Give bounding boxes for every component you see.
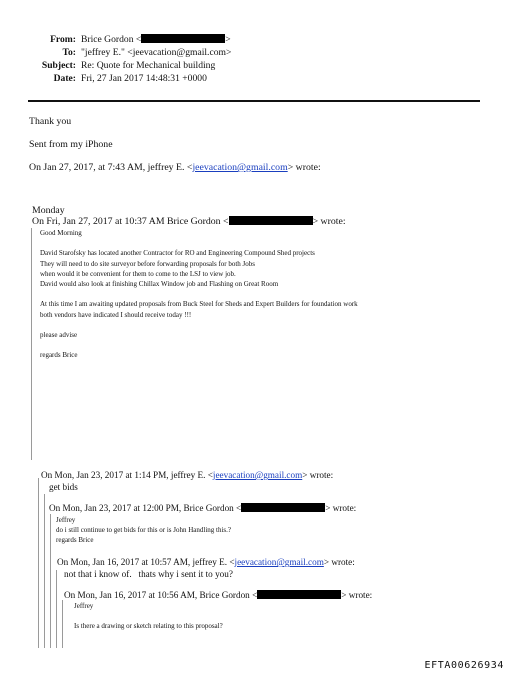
attr-suffix: > wrote:	[287, 162, 321, 173]
body-line: Jeffrey	[74, 602, 94, 610]
quote4-attribution	[49, 503, 356, 514]
quote1-attribution	[29, 162, 321, 174]
attr-prefix: On Mon, Jan 23, 2017 at 12:00 PM, Brice Gordon <	[49, 503, 242, 513]
from-value	[81, 34, 231, 46]
attr-suffix: > wrote:	[325, 503, 357, 513]
from-label: From:	[50, 34, 76, 45]
body-line: Jeffrey	[56, 516, 76, 524]
body-line	[40, 289, 358, 299]
body-line	[74, 611, 223, 621]
redaction-bar	[241, 503, 325, 512]
attr-prefix: On Fri, Jan 27, 2017 at 10:37 AM Brice Gordon <	[32, 216, 229, 227]
body-line: At this time I am awaiting updated proposals from Buck Steel for Sheds and Expert Builders for foundation work	[40, 300, 358, 309]
quote-bar	[56, 570, 57, 648]
email-link[interactable]: jeevacation@gmail.com	[234, 557, 324, 567]
attr-suffix: > wrote:	[312, 216, 346, 227]
header-divider	[28, 100, 480, 102]
body-line	[40, 238, 358, 248]
quote5-attribution	[57, 557, 355, 568]
body-line: Good Morning	[40, 229, 82, 237]
email-link[interactable]: jeevacation@gmail.com	[192, 162, 288, 173]
attr-suffix: > wrote:	[341, 590, 373, 600]
quote-bar	[62, 600, 63, 648]
attr-prefix: On Mon, Jan 23, 2017 at 1:14 PM, jeffrey E. <	[41, 470, 213, 480]
attr-suffix: > wrote:	[323, 557, 355, 567]
quote-bar	[38, 478, 39, 648]
quote6-body	[74, 601, 223, 632]
attr-prefix: On Mon, Jan 16, 2017 at 10:57 AM, jeffrey E. <	[57, 557, 235, 567]
redaction-bar	[141, 34, 225, 43]
quote-bar	[31, 228, 32, 460]
subject-value: Re: Quote for Mechanical building	[81, 60, 216, 71]
redaction-bar	[229, 216, 313, 225]
quote2-attribution	[32, 216, 346, 228]
quote5-body: not that i know of. thats why i sent it to you?	[64, 569, 233, 579]
to-label: To:	[62, 47, 76, 58]
quote4-body	[56, 515, 231, 546]
to-value: "jeffrey E." <jeevacation@gmail.com>	[81, 47, 232, 58]
from-tail: >	[225, 34, 231, 45]
date-label: Date:	[53, 73, 76, 84]
quote-bar	[44, 494, 45, 648]
thank-you-text: Thank you	[29, 116, 72, 127]
body-line: regards Brice	[56, 536, 94, 545]
date-value: Fri, 27 Jan 2017 14:48:31 +0000	[81, 73, 207, 84]
quote3-attribution	[41, 470, 333, 481]
email-link[interactable]: jeevacation@gmail.com	[212, 470, 303, 480]
body-line: Is there a drawing or sketch relating to this proposal?	[74, 622, 223, 631]
quote2-body	[40, 228, 358, 361]
body-line: David would also look at finishing Chillax Window job and Flashing on Great Room	[40, 280, 279, 289]
attr-suffix: > wrote:	[302, 470, 334, 480]
sent-from-text: Sent from my iPhone	[29, 139, 113, 150]
body-line: David Starofsky has located another Contractor for RO and Engineering Compound Shed projects	[40, 249, 315, 258]
redaction-bar	[257, 590, 341, 599]
body-line: when would it be convenient for them to come to the LSJ to view job.	[40, 269, 236, 278]
body-line: please advise	[40, 331, 78, 340]
body-line: regards Brice	[40, 351, 78, 360]
body-line: both vendors have indicated I should receive today !!!	[40, 310, 192, 319]
body-line	[40, 320, 358, 330]
document-id: EFTA00626934	[424, 660, 504, 671]
monday-text: Monday	[32, 205, 65, 216]
body-line: do i still continue to get bids for this or is John Handling this.?	[56, 526, 231, 535]
attr-prefix: On Jan 27, 2017, at 7:43 AM, jeffrey E. <	[29, 162, 193, 173]
from-name: Brice Gordon <	[81, 34, 142, 45]
body-line: They will need to do site surveyor before forwarding proposals for both Jobs	[40, 259, 256, 268]
subject-label: Subject:	[41, 60, 76, 71]
quote3-body: get bids	[49, 482, 78, 492]
attr-prefix: On Mon, Jan 16, 2017 at 10:56 AM, Brice Gordon <	[64, 590, 258, 600]
quote-bar	[50, 514, 51, 648]
body-line	[40, 340, 358, 350]
quote6-attribution	[64, 590, 372, 601]
